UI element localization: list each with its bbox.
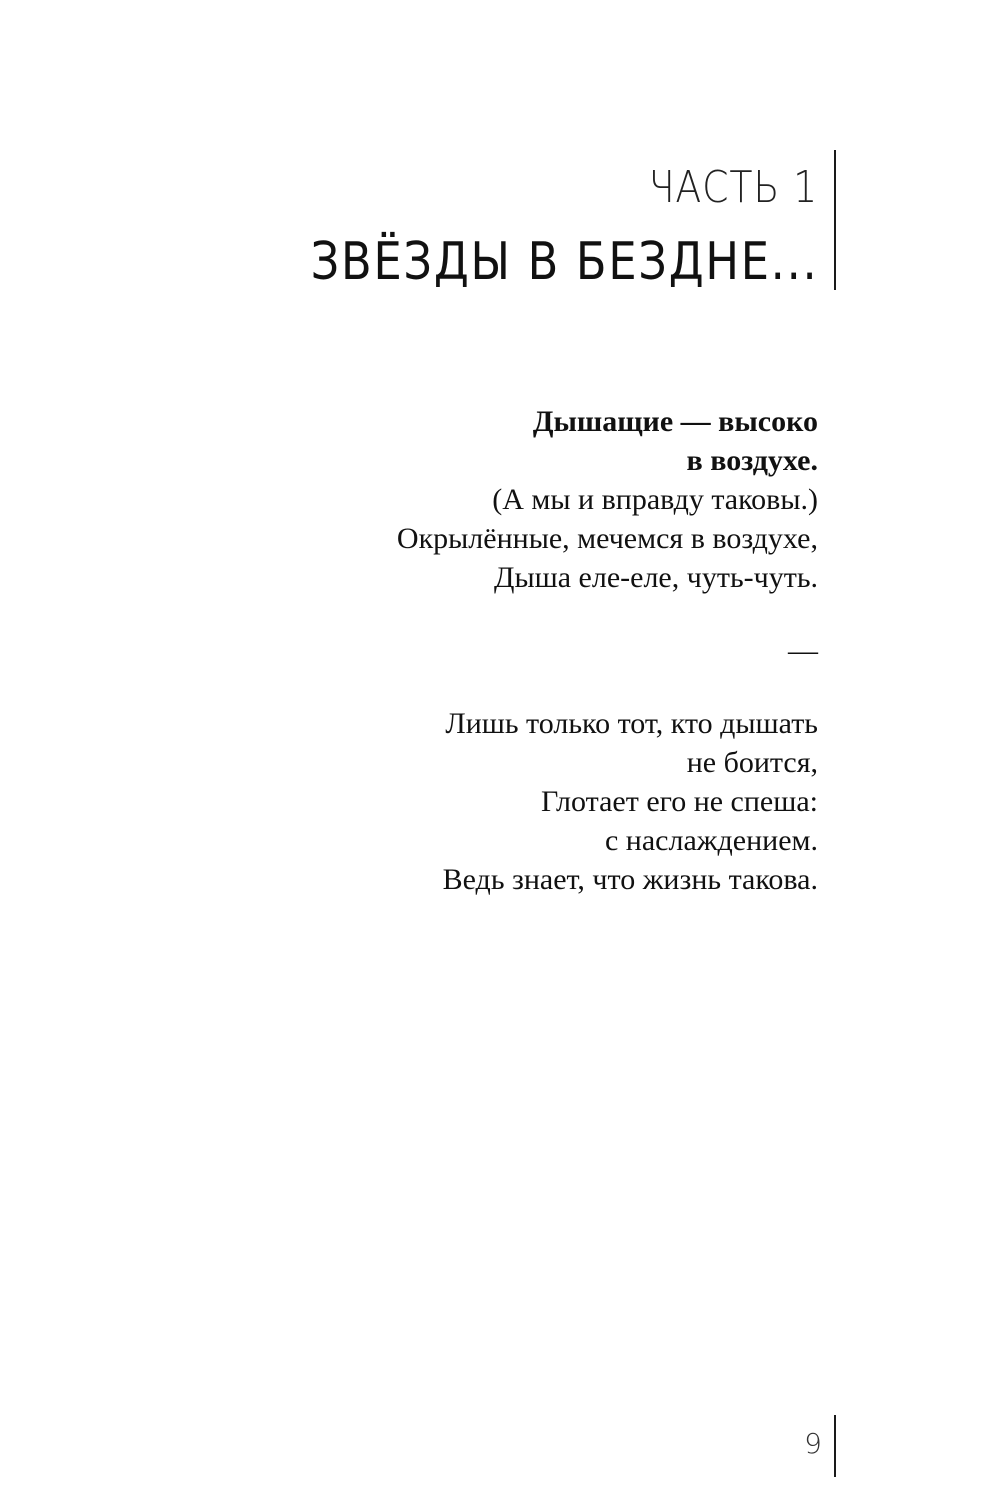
poem-line: не боится, <box>686 746 818 779</box>
poem-bold-line: в воздухе. <box>686 444 818 477</box>
folio-vertical-rule <box>834 1415 836 1477</box>
poem-line: Окрылённые, мечемся в воздухе, <box>396 522 818 555</box>
stanza-separator: — <box>788 634 818 667</box>
heading-vertical-rule <box>834 150 836 290</box>
poem-line: Лишь только тот, кто дышать <box>445 707 818 740</box>
poem-line: Ведь знает, что жизнь такова. <box>442 863 818 896</box>
poem-line: Глотает его не спеша: <box>540 785 818 818</box>
poem <box>258 402 818 899</box>
part-label: ЧАСТЬ 1 <box>648 162 818 213</box>
poem-line: Дыша еле-еле, чуть-чуть. <box>494 561 818 594</box>
poem-line: (А мы и вправду таковы.) <box>492 483 818 516</box>
poem-bold-line: Дышащие — высоко <box>532 405 818 438</box>
page-number: 9 <box>804 1427 822 1460</box>
part-title: ЗВЁЗДЫ В БЕЗДНЕ... <box>310 232 818 292</box>
poem-line: с наслаждением. <box>604 824 818 857</box>
